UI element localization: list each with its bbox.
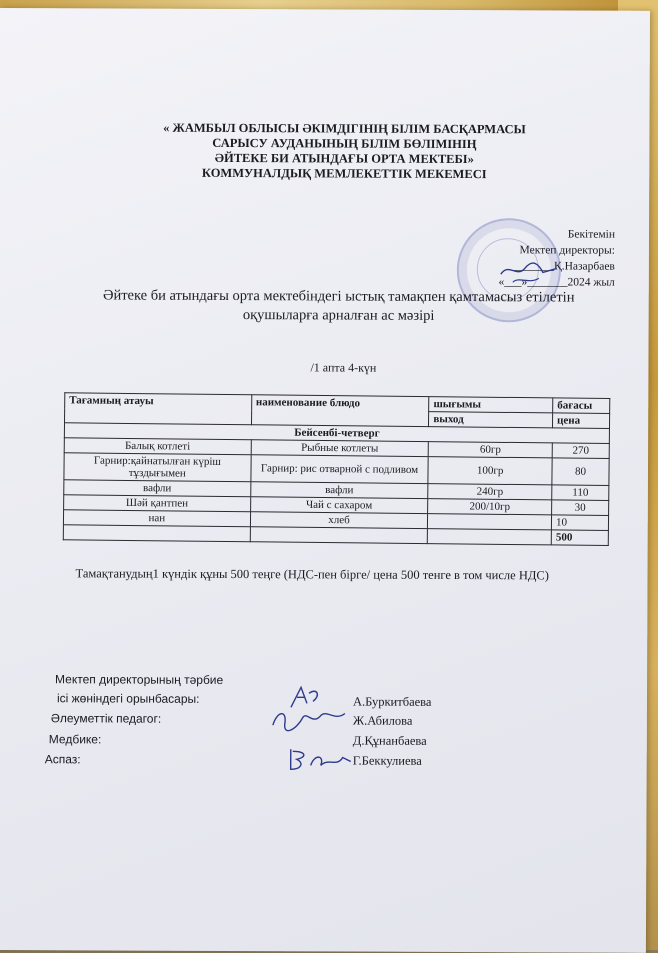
approval-line-1: Бекітемін: [567, 228, 616, 241]
dish-name-ru: Гарнир: рис отварной с подливом: [251, 455, 429, 484]
staff-role: Әлеуметтік педагог:: [50, 711, 162, 726]
menu-title: [69, 286, 609, 326]
menu-table: [63, 392, 611, 546]
menu-title-line-1: Әйтеке би атындағы орта мектебіндегі ыстық тамақпен қамтамасыз етілетін: [102, 287, 575, 306]
dish-name-ru: хлеб: [250, 512, 428, 529]
total-empty-1: [63, 525, 250, 542]
social-pedagogue-signature: [269, 703, 349, 735]
dish-price: 30: [552, 500, 609, 516]
daily-price-note: Тамақтанудың1 күндік құны 500 теңге (НДС-пен бірге/ цена 500 тенге в том числе НДС): [75, 566, 549, 583]
total-empty-2: [250, 527, 428, 544]
staff-name: Ж.Абилова: [352, 713, 413, 728]
staff-name: А.Буркитбаева: [352, 694, 432, 709]
header-line-3: ӘЙТЕКЕ БИ АТЫНДАҒЫ ОРТА МЕКТЕБІ»: [214, 150, 474, 167]
day-label: Бейсенбі-четверг: [64, 423, 609, 444]
dish-price: 270: [552, 443, 609, 459]
dish-name-ru: Чай с сахаром: [250, 497, 428, 514]
week-day-label: /1 апта 4-күн: [310, 360, 377, 375]
header-line-4: КОММУНАЛДЫҚ МЕМЛЕКЕТТІК МЕКЕМЕСІ: [201, 165, 487, 182]
approval-line-2: Мектеп директоры:: [519, 244, 615, 257]
dish-name-kz: нан: [63, 510, 250, 527]
dish-yield: [428, 514, 552, 530]
header-name-ru: наименование блюдо: [251, 395, 429, 427]
header-price-ru: цена: [552, 413, 609, 429]
staff-name: Г.Беккулиева: [352, 753, 422, 768]
staff-role: Аспаз:: [44, 752, 81, 767]
document-page: [0, 8, 650, 953]
school-header: [139, 121, 549, 183]
dish-name-ru: Рыбные котлеты: [251, 440, 429, 457]
staff-name: Д.Құнанбаева: [352, 733, 427, 748]
dish-name-kz: вафли: [64, 480, 251, 497]
dish-yield: 200/10гр: [428, 499, 552, 515]
header-yield-kz: шығымы: [429, 397, 553, 413]
dish-price: 110: [552, 485, 609, 501]
table-header-row: [65, 393, 610, 414]
header-name-kz: Тағамның атауы: [65, 393, 252, 425]
dish-name-kz: Шәй қантпен: [64, 495, 251, 512]
header-line-2: САРЫСУ АУДАНЫНЫҢ БІЛІМ БӨЛІМІНІҢ: [212, 135, 477, 152]
cook-signature: [285, 743, 355, 775]
header-line-1: « ЖАМБЫЛ ОБЛЫСЫ ӘКІМДІГІНІҢ БІЛІМ БАСҚАРМАСЫ: [163, 120, 526, 137]
dish-price: 80: [552, 458, 609, 486]
dish-name-kz: Балық котлеті: [64, 438, 251, 455]
dish-yield: 60гр: [428, 442, 552, 458]
total-empty-3: [428, 529, 552, 545]
dish-name-ru: вафли: [250, 482, 428, 499]
total-price: 500: [551, 530, 608, 546]
dish-name-kz: Гарнир:қайнатылған күріш тұздығымен: [64, 453, 251, 482]
header-price-kz: бағасы: [553, 398, 610, 414]
staff-role: Мектеп директорының тәрбие: [55, 672, 224, 687]
staff-role: ісі жөніндегі орынбасары:: [56, 691, 200, 706]
staff-signatures: [44, 672, 615, 768]
menu-title-line-2: оқушыларға арналған ас мәзірі: [242, 307, 435, 324]
dish-yield: 100гр: [428, 457, 552, 485]
approval-line-4: «___»_______2024 жыл: [498, 276, 615, 289]
approval-line-3: _______Қ.Назарбаев: [513, 260, 615, 273]
director-signature: [499, 256, 559, 286]
header-yield-ru: выход: [429, 412, 553, 428]
dish-price: 10: [551, 515, 608, 531]
staff-role: Медбике:: [48, 732, 102, 747]
dish-yield: 240гр: [428, 484, 552, 500]
